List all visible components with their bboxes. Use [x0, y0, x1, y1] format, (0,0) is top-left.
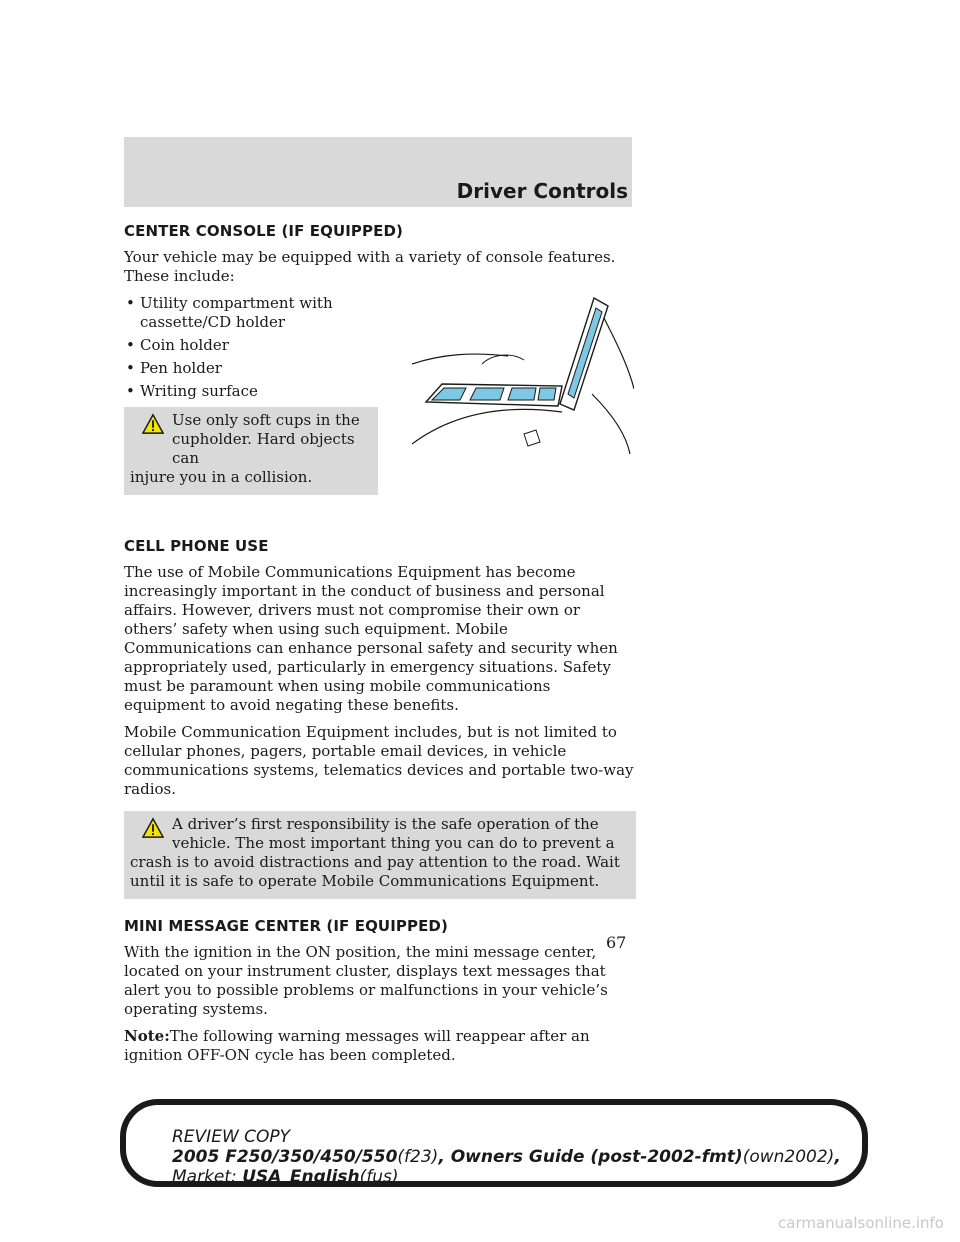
warning-line: Use only soft cups in the — [172, 411, 360, 429]
bullet-glyph: • — [126, 382, 135, 400]
cell-phone-para-1: The use of Mobile Communications Equipment has become increasingly important in the conduct of business and personal affairs. However, drivers must not compromise their own or others’ safety when using such equipment. Mobile Communications can enhance personal safety and security when appropriately used, particularly in emergency situations. Safety must be paramount when using mobile communications equipment to avoid negating these benefits. — [124, 563, 618, 714]
bullet-glyph: • — [126, 359, 135, 377]
mini-message-para: With the ignition in the ON position, the mini message center, located on your instrument cluster, displays text messages that alert you to possible problems or malfunctions in your vehicle’s operating systems. — [124, 943, 608, 1018]
footer-model-code: (f23) — [397, 1147, 439, 1167]
list-item-text: Coin holder — [140, 336, 229, 354]
center-console-illustration — [412, 294, 634, 454]
list-item-text: cassette/CD holder — [140, 313, 286, 331]
warning-triangle-icon — [142, 817, 164, 839]
cell-phone-section — [124, 537, 636, 899]
footer-guide: , Owners Guide (post-2002-fmt) — [438, 1147, 743, 1167]
footer-market-label: Market: — [172, 1167, 237, 1187]
footer-comma: , — [834, 1147, 841, 1167]
list-item — [124, 359, 378, 378]
feature-list — [124, 294, 378, 401]
mini-message-note — [124, 1027, 636, 1065]
footer-market-code: (fus) — [359, 1167, 399, 1187]
review-footer — [120, 1099, 868, 1187]
console-left — [124, 294, 378, 495]
site-watermark: carmanualsonline.info — [778, 1214, 944, 1232]
header-band — [124, 137, 632, 207]
list-item — [124, 336, 378, 355]
bullet-glyph: • — [126, 336, 135, 354]
cell-phone-warning-text: A driver’s first responsibility is the safe operation of the vehicle. The most important thing you can do to prevent a crash is to avoid distractions and pay attention to the road. Wait until it is safe to operate Mobile Communications Equipment. — [130, 815, 620, 890]
center-console-intro: Your vehicle may be equipped with a variety of console features. These include: — [124, 248, 616, 285]
cell-phone-warning — [124, 811, 636, 899]
footer-model-line — [172, 1147, 862, 1167]
note-label: Note: — [124, 1027, 170, 1045]
footer-model: 2005 F250/350/450/550 — [172, 1147, 398, 1167]
footer-market-value: USA_English — [242, 1167, 360, 1187]
footer-market-line — [172, 1167, 862, 1187]
center-console-section — [124, 222, 636, 495]
footer-guide-code: (own2002) — [742, 1147, 835, 1167]
list-item-text: Utility compartment with — [140, 294, 333, 312]
console-row — [124, 294, 636, 495]
mini-message-heading: MINI MESSAGE CENTER (IF EQUIPPED) — [124, 917, 448, 935]
list-item-text: Pen holder — [140, 359, 222, 377]
cell-phone-heading: CELL PHONE USE — [124, 537, 269, 555]
bullet-glyph: • — [126, 294, 135, 312]
review-copy-label: REVIEW COPY — [172, 1127, 291, 1147]
center-console-heading: CENTER CONSOLE (IF EQUIPPED) — [124, 222, 403, 240]
list-item — [124, 382, 378, 401]
warning-line: cupholder. Hard objects can — [172, 430, 355, 467]
list-item-text: Writing surface — [140, 382, 258, 400]
cell-phone-para-2: Mobile Communication Equipment includes, but is not limited to cellular phones, pagers, portable email devices, in vehicle communications systems, telematics devices and portable two-way radios. — [124, 723, 634, 798]
cupholder-warning — [124, 407, 378, 495]
list-item — [124, 294, 378, 332]
note-text: The following warning messages will reappear after an ignition OFF-ON cycle has been completed. — [124, 1027, 590, 1064]
mini-message-section — [124, 917, 636, 1065]
cupholder-warning-text — [130, 411, 372, 487]
warning-line: injure you in a collision. — [130, 468, 313, 486]
page-content — [124, 222, 636, 1083]
section-title: Driver Controls — [456, 179, 628, 203]
warning-triangle-icon — [142, 413, 164, 435]
page-number: 67 — [606, 933, 627, 952]
